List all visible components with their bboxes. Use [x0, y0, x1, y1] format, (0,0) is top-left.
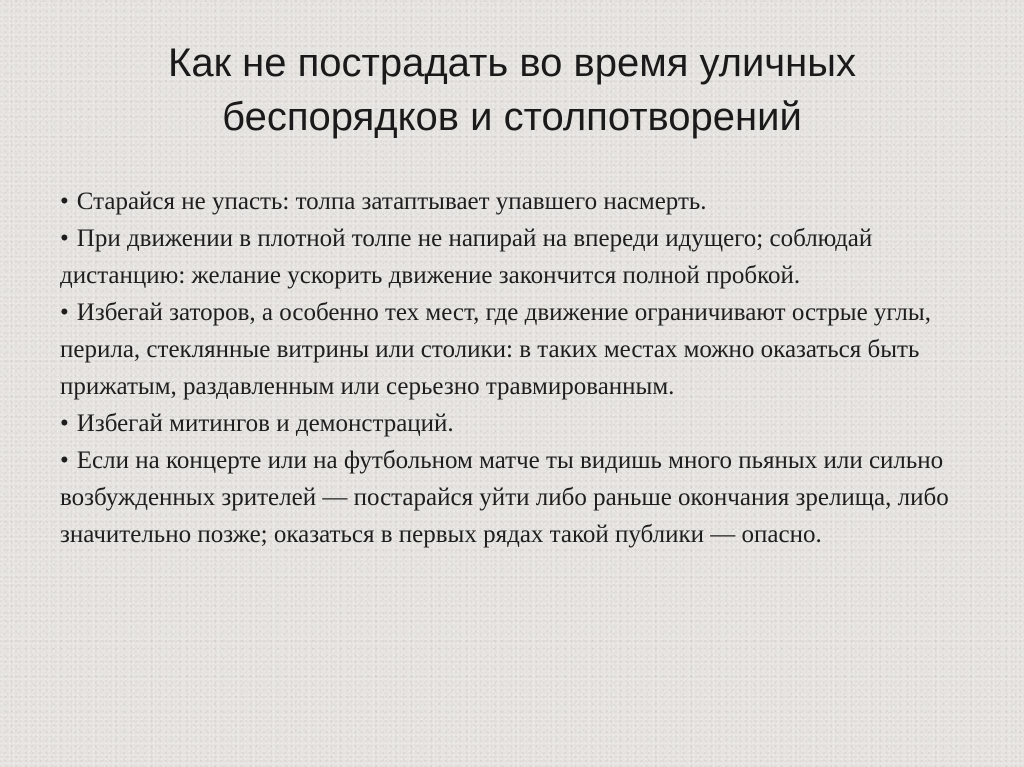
bullet-dot-icon: • [60, 299, 69, 326]
slide-title-line-2: беспорядков и столпотворений [222, 95, 802, 139]
bullet-dot-icon: • [60, 188, 69, 215]
slide-title-line-1: Как не пострадать во время уличных [168, 41, 856, 85]
bullet-item-3 [60, 294, 980, 405]
bullet-text-4: Избегай митингов и демонстраций. [76, 410, 454, 437]
bullet-dot-icon: • [60, 447, 69, 474]
bullet-dot-icon: • [60, 225, 69, 252]
bullet-item-1 [60, 183, 980, 220]
bullet-item-2 [60, 220, 980, 294]
slide-title [40, 36, 984, 144]
bullet-item-4 [60, 405, 980, 442]
bullet-dot-icon: • [60, 410, 69, 437]
bullet-list [60, 183, 980, 553]
bullet-item-5 [60, 442, 980, 553]
bullet-text-2: При движении в плотной толпе не напирай на впереди идущего; соблюдай дистанцию: желание ускорить движение закончится полной пробкой. [60, 225, 873, 289]
bullet-text-3: Избегай заторов, а особенно тех мест, где движение ограничивают острые углы, перила, стеклянные витрины или столики: в таких местах можно оказаться быть прижатым, раздавленным или серьезно травмированным. [60, 299, 931, 400]
bullet-text-5: Если на концерте или на футбольном матче ты видишь много пьяных или сильно возбужденных зрителей — постарайся уйти либо раньше окончания зрелища, либо значительно позже; оказаться в первых рядах такой публики — опасно. [60, 447, 949, 548]
bullet-text-1: Старайся не упасть: толпа затаптывает упавшего насмерть. [76, 188, 707, 215]
